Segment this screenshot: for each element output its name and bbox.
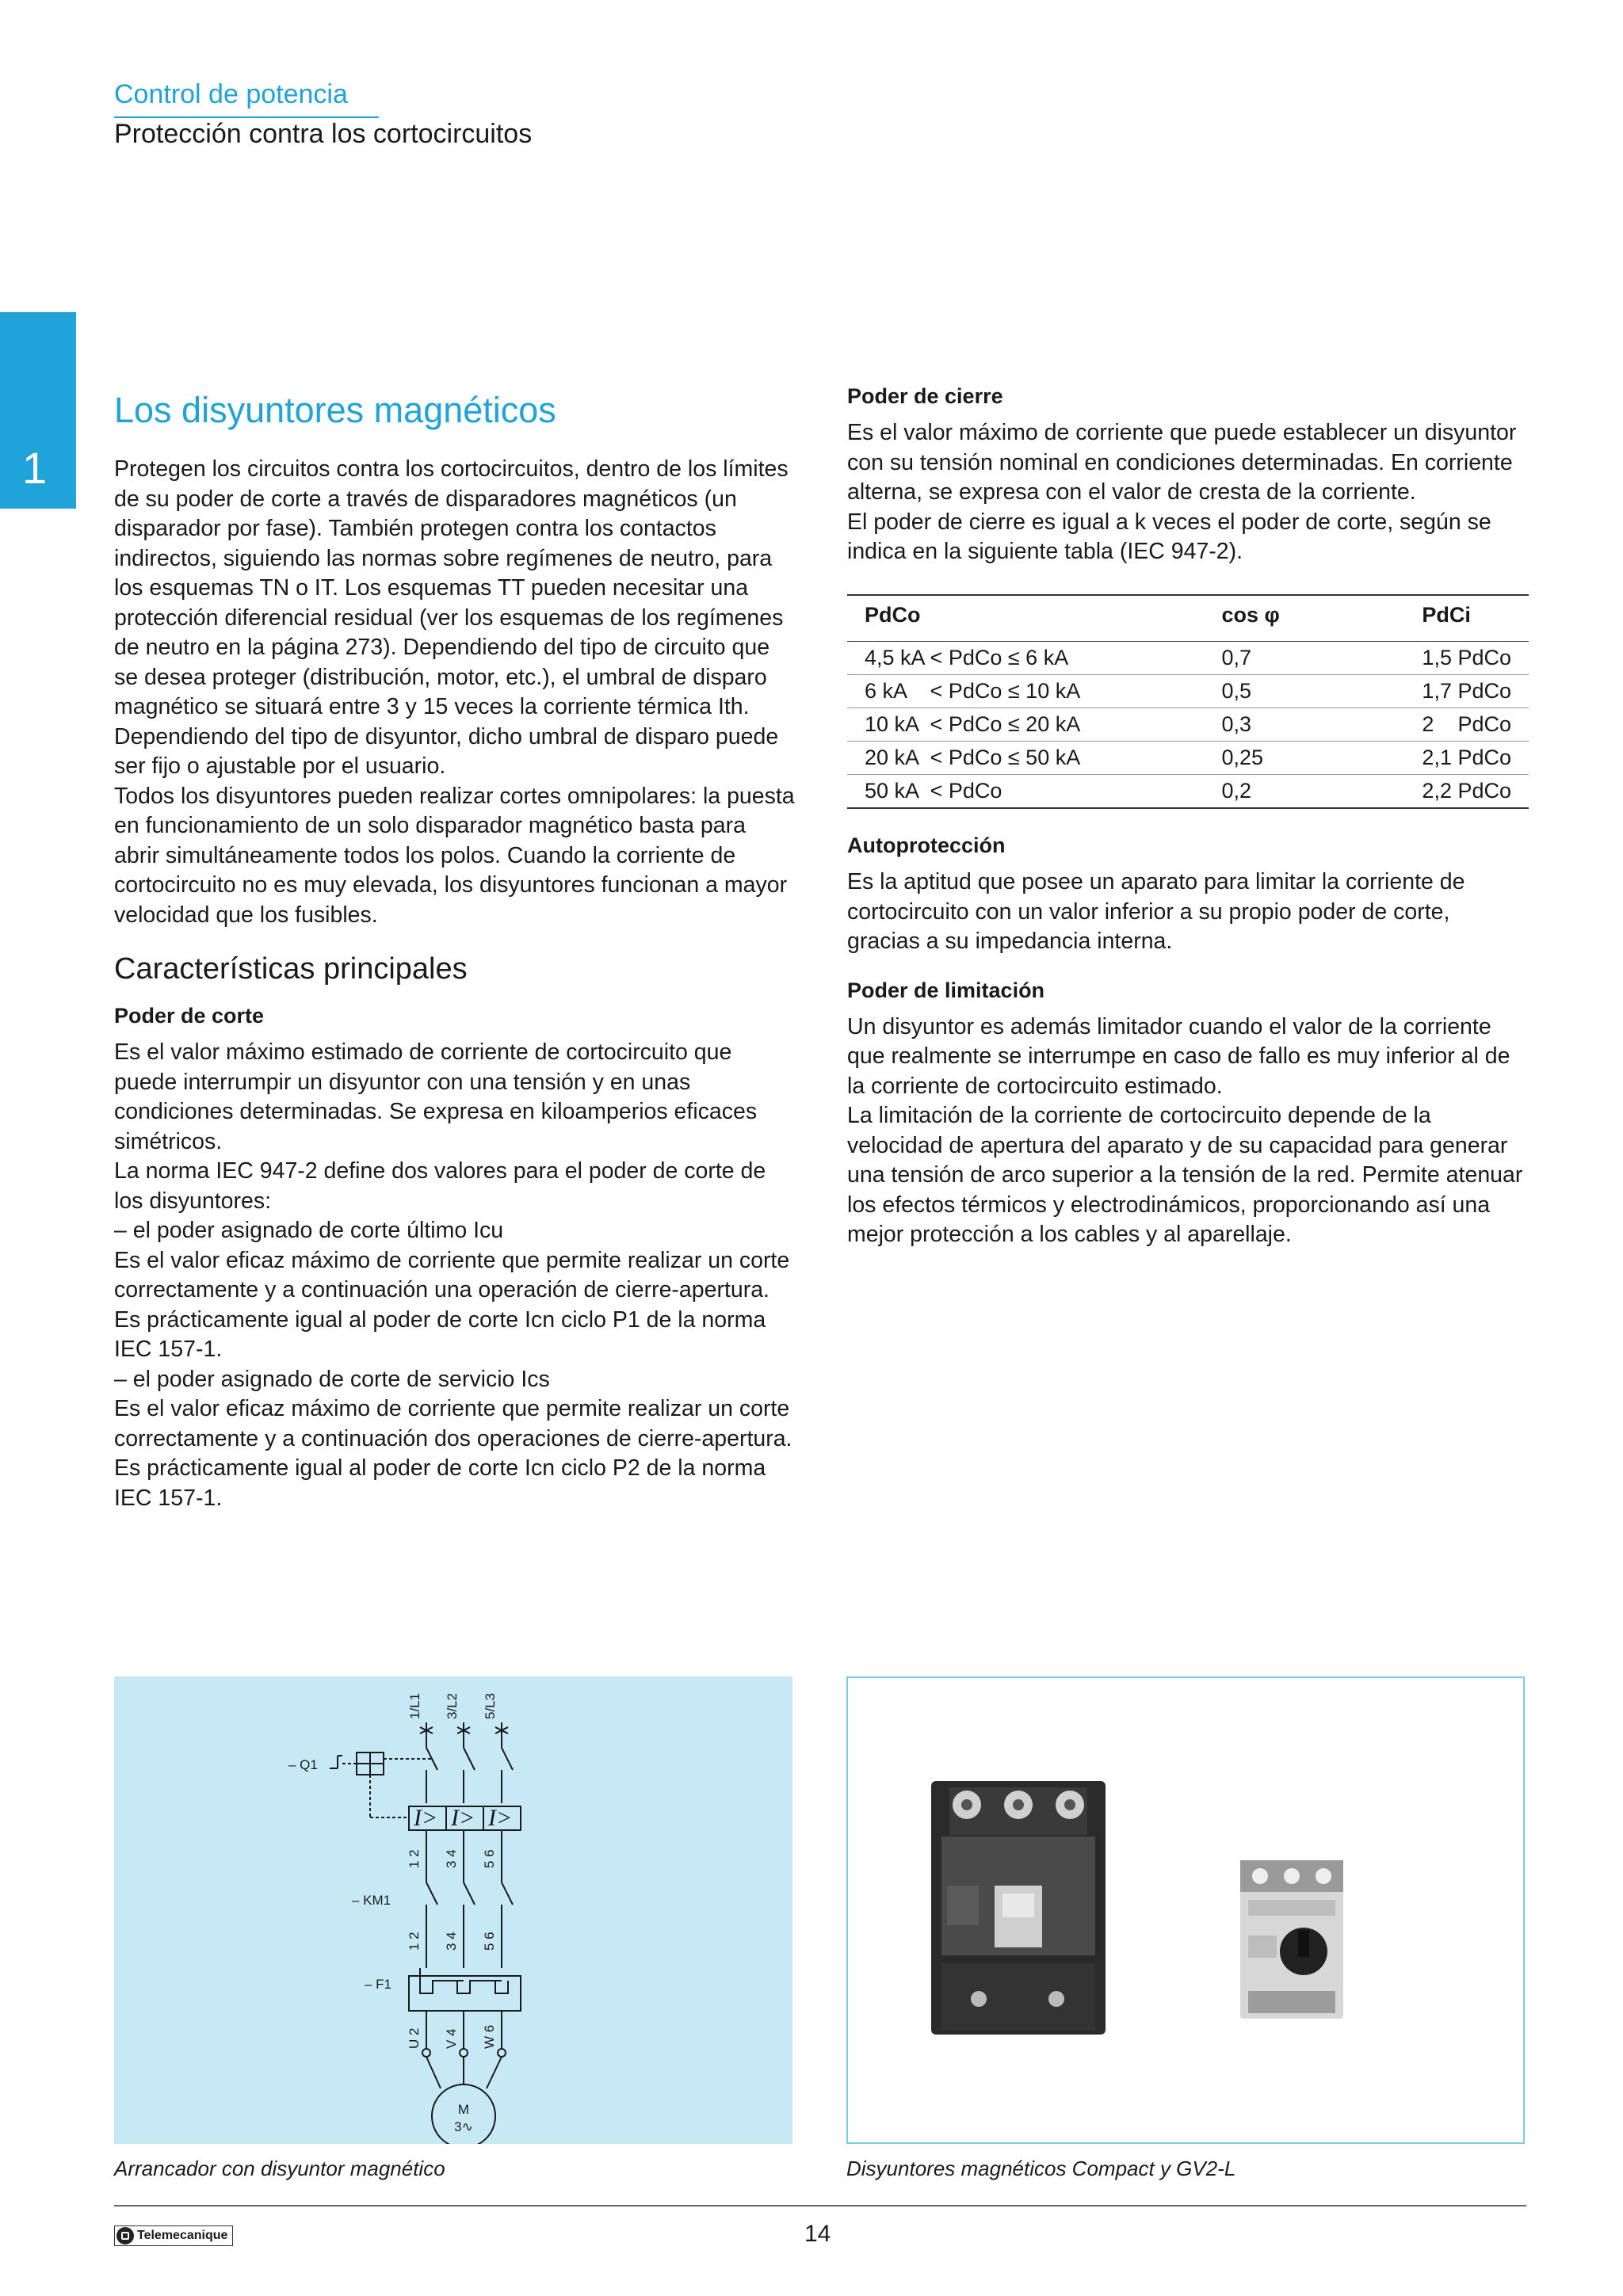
breaking-paragraph: La norma IEC 947-2 define dos valores para el poder de corte de los disyuntores: (114, 1158, 766, 1214)
section-rule (114, 116, 379, 118)
terminal-label: 5 6 (482, 1849, 497, 1868)
starter-wiring-diagram (114, 1676, 792, 2144)
table-row (847, 708, 1529, 742)
table-row (847, 642, 1529, 675)
magnetic-trip-symbol: I> (451, 1805, 475, 1831)
main-heading: Los disyuntores magnéticos (114, 390, 556, 430)
table-cell: 2,1 PdCo (1404, 742, 1529, 775)
table-cell: 0,3 (1204, 708, 1404, 742)
terminal-label: 5 6 (482, 1932, 497, 1951)
compact-breaker-image (931, 1781, 1106, 2035)
figure-caption-left: Arrancador con disyuntor magnético (114, 2157, 445, 2180)
terminal-label: W 6 (482, 2024, 497, 2049)
intro-paragraph: Protegen los circuitos contra los cortocircuitos, dentro de los límites de su poder de corte a través de disparadores magnéticos (un disparador por fase). También protegen contra los contactos indirectos, siguiendo las normas sobre regímenes de neutro, para los esquemas TN o IT. Los esquemas TT pueden necesitar una protección diferencial residual (ver los esquemas de los regímenes de neutro en la página 273). Dependiendo del tipo de circuito que se desea proteger (distribución, motor, etc.), el umbral de disparo magnético se situará entre 3 y 15 veces la corriente térmica Ith. Dependiendo del tipo de disyuntor, dicho umbral de disparo puede ser fijo o ajustable por el usuario. (114, 456, 789, 779)
f1-label: – F1 (365, 1977, 392, 1992)
brand-icon (116, 2227, 134, 2245)
terminal-label: 3 4 (444, 1932, 459, 1951)
self-protection-heading: Autoprotección (847, 833, 1006, 857)
terminal-label: V 4 (444, 2028, 459, 2049)
gv2-breaker-image (1240, 1860, 1343, 2019)
breaking-paragraph: Es el valor máximo estimado de corriente de cortocircuito que puede interrumpir un disyuntor con una tensión y en unas condiciones determinadas. Se expresa en kiloamperios eficaces simétricos. (114, 1039, 758, 1154)
table-header: PdCo (847, 595, 1204, 642)
section-subtitle: Protección contra los cortocircuitos (114, 119, 533, 149)
closing-paragraph: Es el valor máximo de corriente que puede establecer un disyuntor con su tensión nominal en condiciones determinadas. En corriente alterna, se expresa con el valor de cresta de la corriente. (847, 420, 1517, 505)
breaking-paragraph: – el poder asignado de corte último Icu (114, 1218, 504, 1243)
footer-rule (114, 2205, 1526, 2206)
table-row (847, 775, 1529, 809)
magnetic-trip-symbol: I> (414, 1805, 438, 1831)
closing-capacity-heading: Poder de cierre (847, 384, 1003, 408)
terminal-label: 1 2 (407, 1849, 422, 1868)
limitation-paragraph-2: La limitación de la corriente de cortocircuito depende de la velocidad de apertura del aparato y de su capacidad para generar una tensión de arco superior a la tensión de la red. Permite atenuar los efectos térmicos y electrodinámicos, proporcionando así una mejor protección a los cables y al aparellaje. (847, 1103, 1523, 1247)
chapter-number: 1 (22, 443, 48, 493)
phase-label: 3/L2 (445, 1692, 460, 1719)
self-protection-paragraph: Es la aptitud que posee un aparato para limitar la corriente de cortocircuito con un valor inferior a su propio poder de corte, gracias a su impedancia interna. (847, 869, 1465, 954)
page-number: 14 (804, 2221, 831, 2247)
wiring-diagram-svg (114, 1676, 792, 2144)
table-cell: 0,5 (1204, 675, 1404, 708)
section-title: Control de potencia (114, 79, 348, 109)
closing-paragraph-2: El poder de cierre es igual a k veces el poder de corte, según se indica en la siguiente tabla (IEC 947-2). (847, 509, 1491, 564)
left-column (114, 382, 796, 1513)
brand-logo (114, 2225, 233, 2246)
table-cell: 2,2 PdCo (1404, 775, 1529, 809)
breaker-photo (846, 1676, 1525, 2144)
breaking-paragraph: Es el valor eficaz máximo de corriente que permite realizar un corte correctamente y a continuación dos operaciones de cierre-apertura. Es prácticamente igual al poder de corte Icn ciclo P2 de la norma IEC 157-1. (114, 1396, 792, 1511)
table-cell: 50 kA < PdCo (847, 775, 1204, 809)
motor-phase-label: 3∿ (454, 2119, 473, 2134)
terminal-label: 1 2 (407, 1932, 422, 1951)
closing-capacity-table (847, 594, 1529, 810)
table-cell: 0,7 (1204, 642, 1404, 675)
table-cell: 1,7 PdCo (1404, 675, 1529, 708)
table-header: cos φ (1204, 595, 1404, 642)
intro-paragraph-2: Todos los disyuntores pueden realizar cortes omnipolares: la puesta en funcionamiento de un solo disparador magnético basta para abrir simultáneamente todos los polos. Cuando la corriente de cortocircuito no es muy elevada, los disyuntores funcionan a mayor velocidad que los fusibles. (114, 783, 795, 928)
breaking-capacity-heading: Poder de corte (114, 1004, 265, 1028)
breaking-paragraph: – el poder asignado de corte de servicio Ics (114, 1366, 550, 1392)
table-cell: 0,2 (1204, 775, 1404, 809)
km1-label: – KM1 (352, 1893, 391, 1908)
terminal-label: 3 4 (444, 1849, 459, 1868)
limitation-heading: Poder de limitación (847, 978, 1045, 1002)
table-row (847, 742, 1529, 775)
table-cell: 4,5 kA < PdCo ≤ 6 kA (847, 642, 1204, 675)
features-heading: Características principales (114, 952, 468, 986)
table-cell: 20 kA < PdCo ≤ 50 kA (847, 742, 1204, 775)
breaking-paragraph: Es el valor eficaz máximo de corriente que permite realizar un corte correctamente y a continuación una operación de cierre-apertura. Es prácticamente igual al poder de corte Icn ciclo P1 de la norma IEC 157-1. (114, 1247, 790, 1362)
q1-label: – Q1 (288, 1757, 318, 1772)
right-column (847, 382, 1529, 1250)
phase-label: 5/L3 (483, 1692, 498, 1719)
table-row (847, 675, 1529, 708)
figure-caption-right: Disyuntores magnéticos Compact y GV2-L (846, 2157, 1236, 2180)
table-cell: 6 kA < PdCo ≤ 10 kA (847, 675, 1204, 708)
table-cell: 10 kA < PdCo ≤ 20 kA (847, 708, 1204, 742)
brand-name: Telemecanique (137, 2229, 228, 2242)
terminal-label: U 2 (407, 2027, 422, 2049)
breaker-photo-svg (848, 1678, 1526, 2145)
phase-label: 1/L1 (407, 1692, 422, 1719)
magnetic-trip-symbol: I> (488, 1805, 513, 1831)
table-cell: 0,25 (1204, 742, 1404, 775)
motor-label: M (457, 2102, 470, 2117)
table-cell: 1,5 PdCo (1404, 642, 1529, 675)
table-cell: 2 PdCo (1404, 708, 1529, 742)
limitation-paragraph: Un disyuntor es además limitador cuando el valor de la corriente que realmente se interrumpe en caso de fallo es muy inferior al de la corriente de cortocircuito estimado. (847, 1013, 1510, 1099)
table-header: PdCi (1404, 595, 1529, 642)
